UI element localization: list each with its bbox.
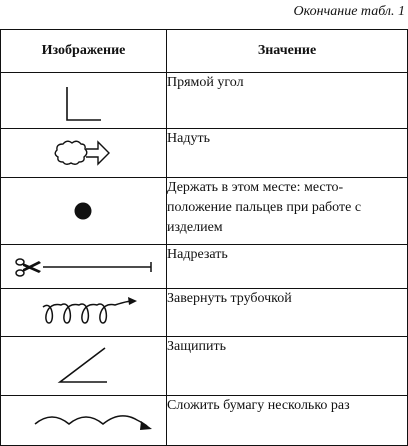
header-meaning: Значение xyxy=(167,30,408,73)
image-cell xyxy=(1,178,167,245)
image-cell xyxy=(1,289,167,337)
table-row xyxy=(1,245,408,289)
accordion-fold-icon xyxy=(1,396,167,446)
hold-point-icon xyxy=(1,178,167,245)
image-cell xyxy=(1,337,167,396)
meaning-text: Прямой угол xyxy=(167,75,244,90)
meaning-text: Завернуть трубочкой xyxy=(167,291,292,306)
cut-icon xyxy=(1,245,167,289)
meaning-cell xyxy=(167,396,408,446)
meaning-cell xyxy=(167,289,408,337)
meaning-text: Сложить бумагу несколько раз xyxy=(167,398,350,413)
symbols-table xyxy=(0,29,408,446)
table-row xyxy=(1,289,408,337)
image-cell xyxy=(1,245,167,289)
image-cell xyxy=(1,73,167,129)
inflate-icon xyxy=(1,129,167,178)
right-angle-icon xyxy=(1,73,167,129)
meaning-text: Надрезать xyxy=(167,247,228,262)
table-header-row xyxy=(1,30,408,73)
meaning-cell xyxy=(167,178,408,245)
roll-icon xyxy=(1,289,167,337)
meaning-cell xyxy=(167,337,408,396)
table-row xyxy=(1,178,408,245)
table-row xyxy=(1,337,408,396)
image-cell xyxy=(1,129,167,178)
meaning-text: Держать в этом месте: место-положение пальцев при работе с изделием xyxy=(167,180,362,235)
meaning-cell xyxy=(167,73,408,129)
table-row xyxy=(1,129,408,178)
meaning-cell xyxy=(167,245,408,289)
meaning-cell xyxy=(167,129,408,178)
meaning-text: Надуть xyxy=(167,131,210,146)
table-row xyxy=(1,396,408,446)
image-cell xyxy=(1,396,167,446)
header-image: Изображение xyxy=(1,30,167,73)
pinch-icon xyxy=(1,337,167,396)
table-caption: Окончание табл. 1 xyxy=(293,4,405,19)
meaning-text: Защипить xyxy=(167,339,226,354)
table-row xyxy=(1,73,408,129)
